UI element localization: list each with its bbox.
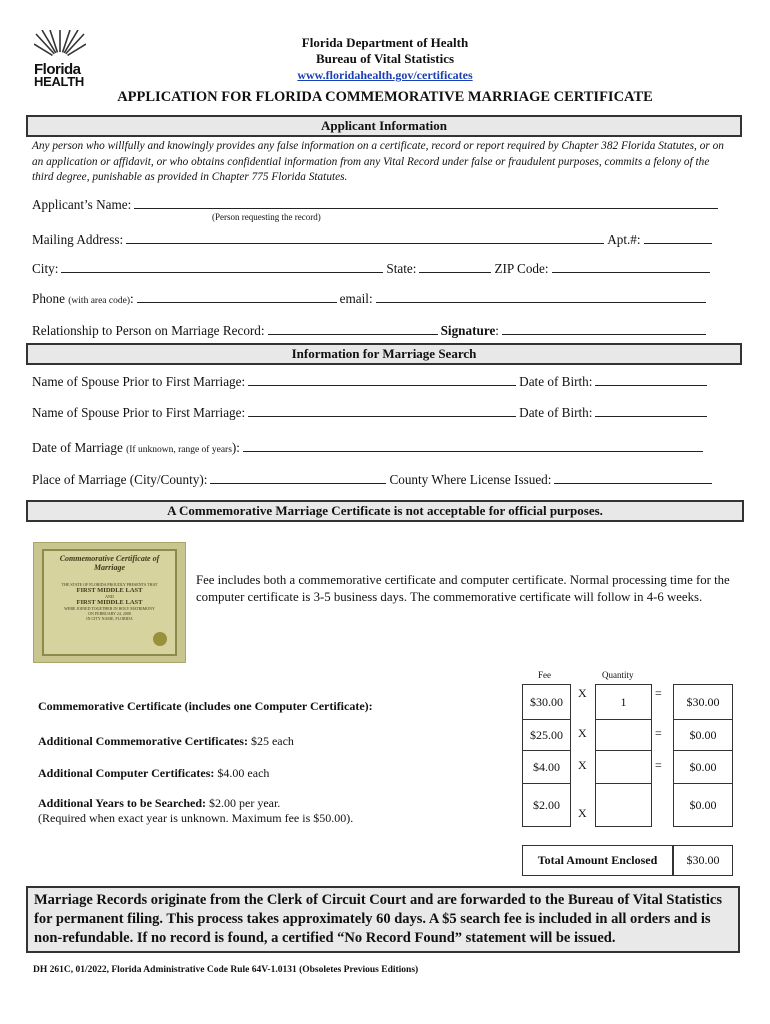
fee-row-1-quantity[interactable]: 1 (595, 684, 652, 721)
fee-row-commemorative-label: Commemorative Certificate (includes one Computer Certificate): (38, 699, 373, 713)
applicant-name-label: Applicant’s Name: (32, 197, 132, 212)
header-bureau: Bureau of Vital Statistics (315, 51, 455, 66)
fee-row-2-quantity[interactable] (595, 719, 652, 752)
marriage-records-notice: Marriage Records originate from the Clerk of Circuit Court and are forwarded to the Bureau of Vital Statistics for permanent filing. This process takes approximately 60 days. A $5 search fee is included in all orders and is non-refundable. If no record is found, a certified “No Record Found” statement will be issued. (26, 886, 740, 953)
dom-close: ): (231, 440, 240, 455)
signature-colon: : (495, 323, 499, 338)
sample-certificate-image (33, 542, 186, 663)
fee-row-2-fee: $25.00 (522, 719, 571, 752)
place-county-row (32, 472, 715, 488)
dob1-field[interactable] (595, 374, 707, 386)
relationship-field[interactable] (268, 323, 438, 335)
fee-row-2-times: X (578, 726, 587, 740)
dob1-label: Date of Birth: (519, 374, 593, 389)
city-field[interactable] (61, 261, 383, 273)
email-label: email: (339, 291, 373, 306)
dom-note: (If unknown, range of years (126, 445, 232, 455)
fee-row-3-times: X (578, 758, 587, 772)
email-field[interactable] (376, 291, 706, 303)
fee-row-1-equals: = (655, 686, 662, 700)
dob2-label: Date of Birth: (519, 405, 593, 420)
spouse2-label: Name of Spouse Prior to First Marriage: (32, 405, 246, 420)
zip-field[interactable] (552, 261, 710, 273)
spouse2-field[interactable] (248, 405, 516, 417)
phone-email-row (32, 291, 709, 307)
signature-label: Signature (440, 323, 496, 338)
false-information-warning: Any person who willfully and knowingly provides any false information on a certificate, record or report required by Chapter 382 Florida Statutes, or on an application or affidavit, or who obtains confidential information from any Vital Record under false or fraudulent purposes, commits a felony of the third degree, punishable as provided in Chapter 775 Florida Statutes. (32, 140, 724, 183)
fee-row-2-equals: = (655, 726, 662, 740)
phone-label: Phone (32, 291, 65, 306)
cert-title: Commemorative Certificate of Marriage (59, 554, 160, 572)
fee-row-2-total: $0.00 (673, 719, 733, 752)
spouse1-row (32, 374, 710, 390)
county-label: County Where License Issued: (389, 472, 552, 487)
state-field[interactable] (419, 261, 491, 273)
state-label: State: (386, 261, 417, 276)
city-label: City: (32, 261, 59, 276)
fee-row-3-equals: = (655, 758, 662, 772)
fee-information: Fee includes both a commemorative certificate and computer certificate. Normal processing time for the computer certificate is 3-5 business days. The commemorative certificate will follow in 4-6 weeks. (196, 573, 730, 604)
fee-row-add-computer-label: Additional Computer Certificates: $4.00 each (38, 766, 270, 780)
fee-row-years-label: Additional Years to be Searched: $2.00 per year. (38, 796, 281, 810)
total-amount-label: Total Amount Enclosed (522, 845, 673, 876)
cert-line2: WERE JOINED TOGETHER IN HOLY MATRIMONY (64, 606, 155, 611)
fee-row-1-times: X (578, 686, 587, 700)
applicant-name-note: (Person requesting the record) (212, 212, 321, 222)
cert-place: IN CITY NAME, FLORIDA (86, 616, 133, 621)
fee-row-4-times: X (578, 806, 587, 820)
relationship-label: Relationship to Person on Marriage Record: (32, 323, 265, 338)
total-amount-value: $30.00 (673, 845, 733, 876)
fee-column-header: Fee (538, 670, 551, 680)
fee-row-3-fee: $4.00 (522, 750, 571, 785)
spouse2-row (32, 405, 710, 421)
apt-label: Apt.#: (607, 232, 641, 247)
zip-label: ZIP Code: (494, 261, 549, 276)
mailing-address-field[interactable] (126, 232, 604, 244)
logo-text-health: HEALTH (34, 74, 84, 89)
mailing-address-row (32, 232, 715, 248)
cert-name1: FIRST MIDDLE LAST (76, 587, 143, 594)
dob2-field[interactable] (595, 405, 707, 417)
fee-row-years-note: (Required when exact year is unknown. Maximum fee is $50.00). (38, 811, 354, 825)
cert-date: ON FEBRUARY 24, 2008 (88, 611, 131, 616)
fee-row-3-total: $0.00 (673, 750, 733, 785)
phone-field[interactable] (137, 291, 337, 303)
marriage-search-heading: Information for Marriage Search (26, 343, 742, 365)
official-purposes-notice: A Commemorative Marriage Certificate is not acceptable for official purposes. (26, 500, 744, 522)
dom-field[interactable] (243, 440, 703, 452)
mailing-address-label: Mailing Address: (32, 232, 124, 247)
logo-text-florida: Florida (34, 61, 81, 78)
fee-row-1-fee: $30.00 (522, 684, 571, 721)
form-footer: DH 261C, 01/2022, Florida Administrative Code Rule 64V-1.0131 (Obsoletes Previous Editions) (33, 965, 419, 975)
county-field[interactable] (554, 472, 712, 484)
cert-and: AND (105, 594, 114, 599)
cert-seal-icon (153, 632, 167, 646)
signature-field[interactable] (502, 323, 706, 335)
fee-row-1-total: $30.00 (673, 684, 733, 721)
form-title: APPLICATION FOR FLORIDA COMMEMORATIVE MARRIAGE CERTIFICATE (117, 89, 653, 105)
relationship-signature-row (32, 323, 709, 339)
place-label: Place of Marriage (City/County): (32, 472, 208, 487)
applicant-name-row (32, 197, 721, 213)
fee-row-add-commemorative-label: Additional Commemorative Certificates: $25 each (38, 734, 294, 748)
header-department: Florida Department of Health (301, 35, 469, 50)
header-url-link[interactable]: www.floridahealth.gov/certificates (297, 68, 473, 82)
spouse1-label: Name of Spouse Prior to First Marriage: (32, 374, 246, 389)
fee-row-4-total: $0.00 (673, 783, 733, 827)
cert-name2: FIRST MIDDLE LAST (76, 599, 143, 606)
phone-note: (with area code) (68, 296, 130, 306)
date-of-marriage-row (32, 440, 706, 456)
fee-row-4-quantity[interactable] (595, 783, 652, 827)
cert-line1: THE STATE OF FLORIDA PROUDLY PRESENTS THAT (61, 582, 158, 587)
dom-label: Date of Marriage (32, 440, 123, 455)
apt-field[interactable] (644, 232, 712, 244)
spouse1-field[interactable] (248, 374, 516, 386)
applicant-name-field[interactable] (134, 197, 718, 209)
phone-colon: : (129, 291, 134, 306)
quantity-column-header: Quantity (602, 670, 634, 680)
applicant-info-heading: Applicant Information (26, 115, 742, 137)
place-field[interactable] (210, 472, 386, 484)
city-state-zip-row (32, 261, 713, 277)
fee-row-3-quantity[interactable] (595, 750, 652, 785)
fee-row-4-fee: $2.00 (522, 783, 571, 827)
